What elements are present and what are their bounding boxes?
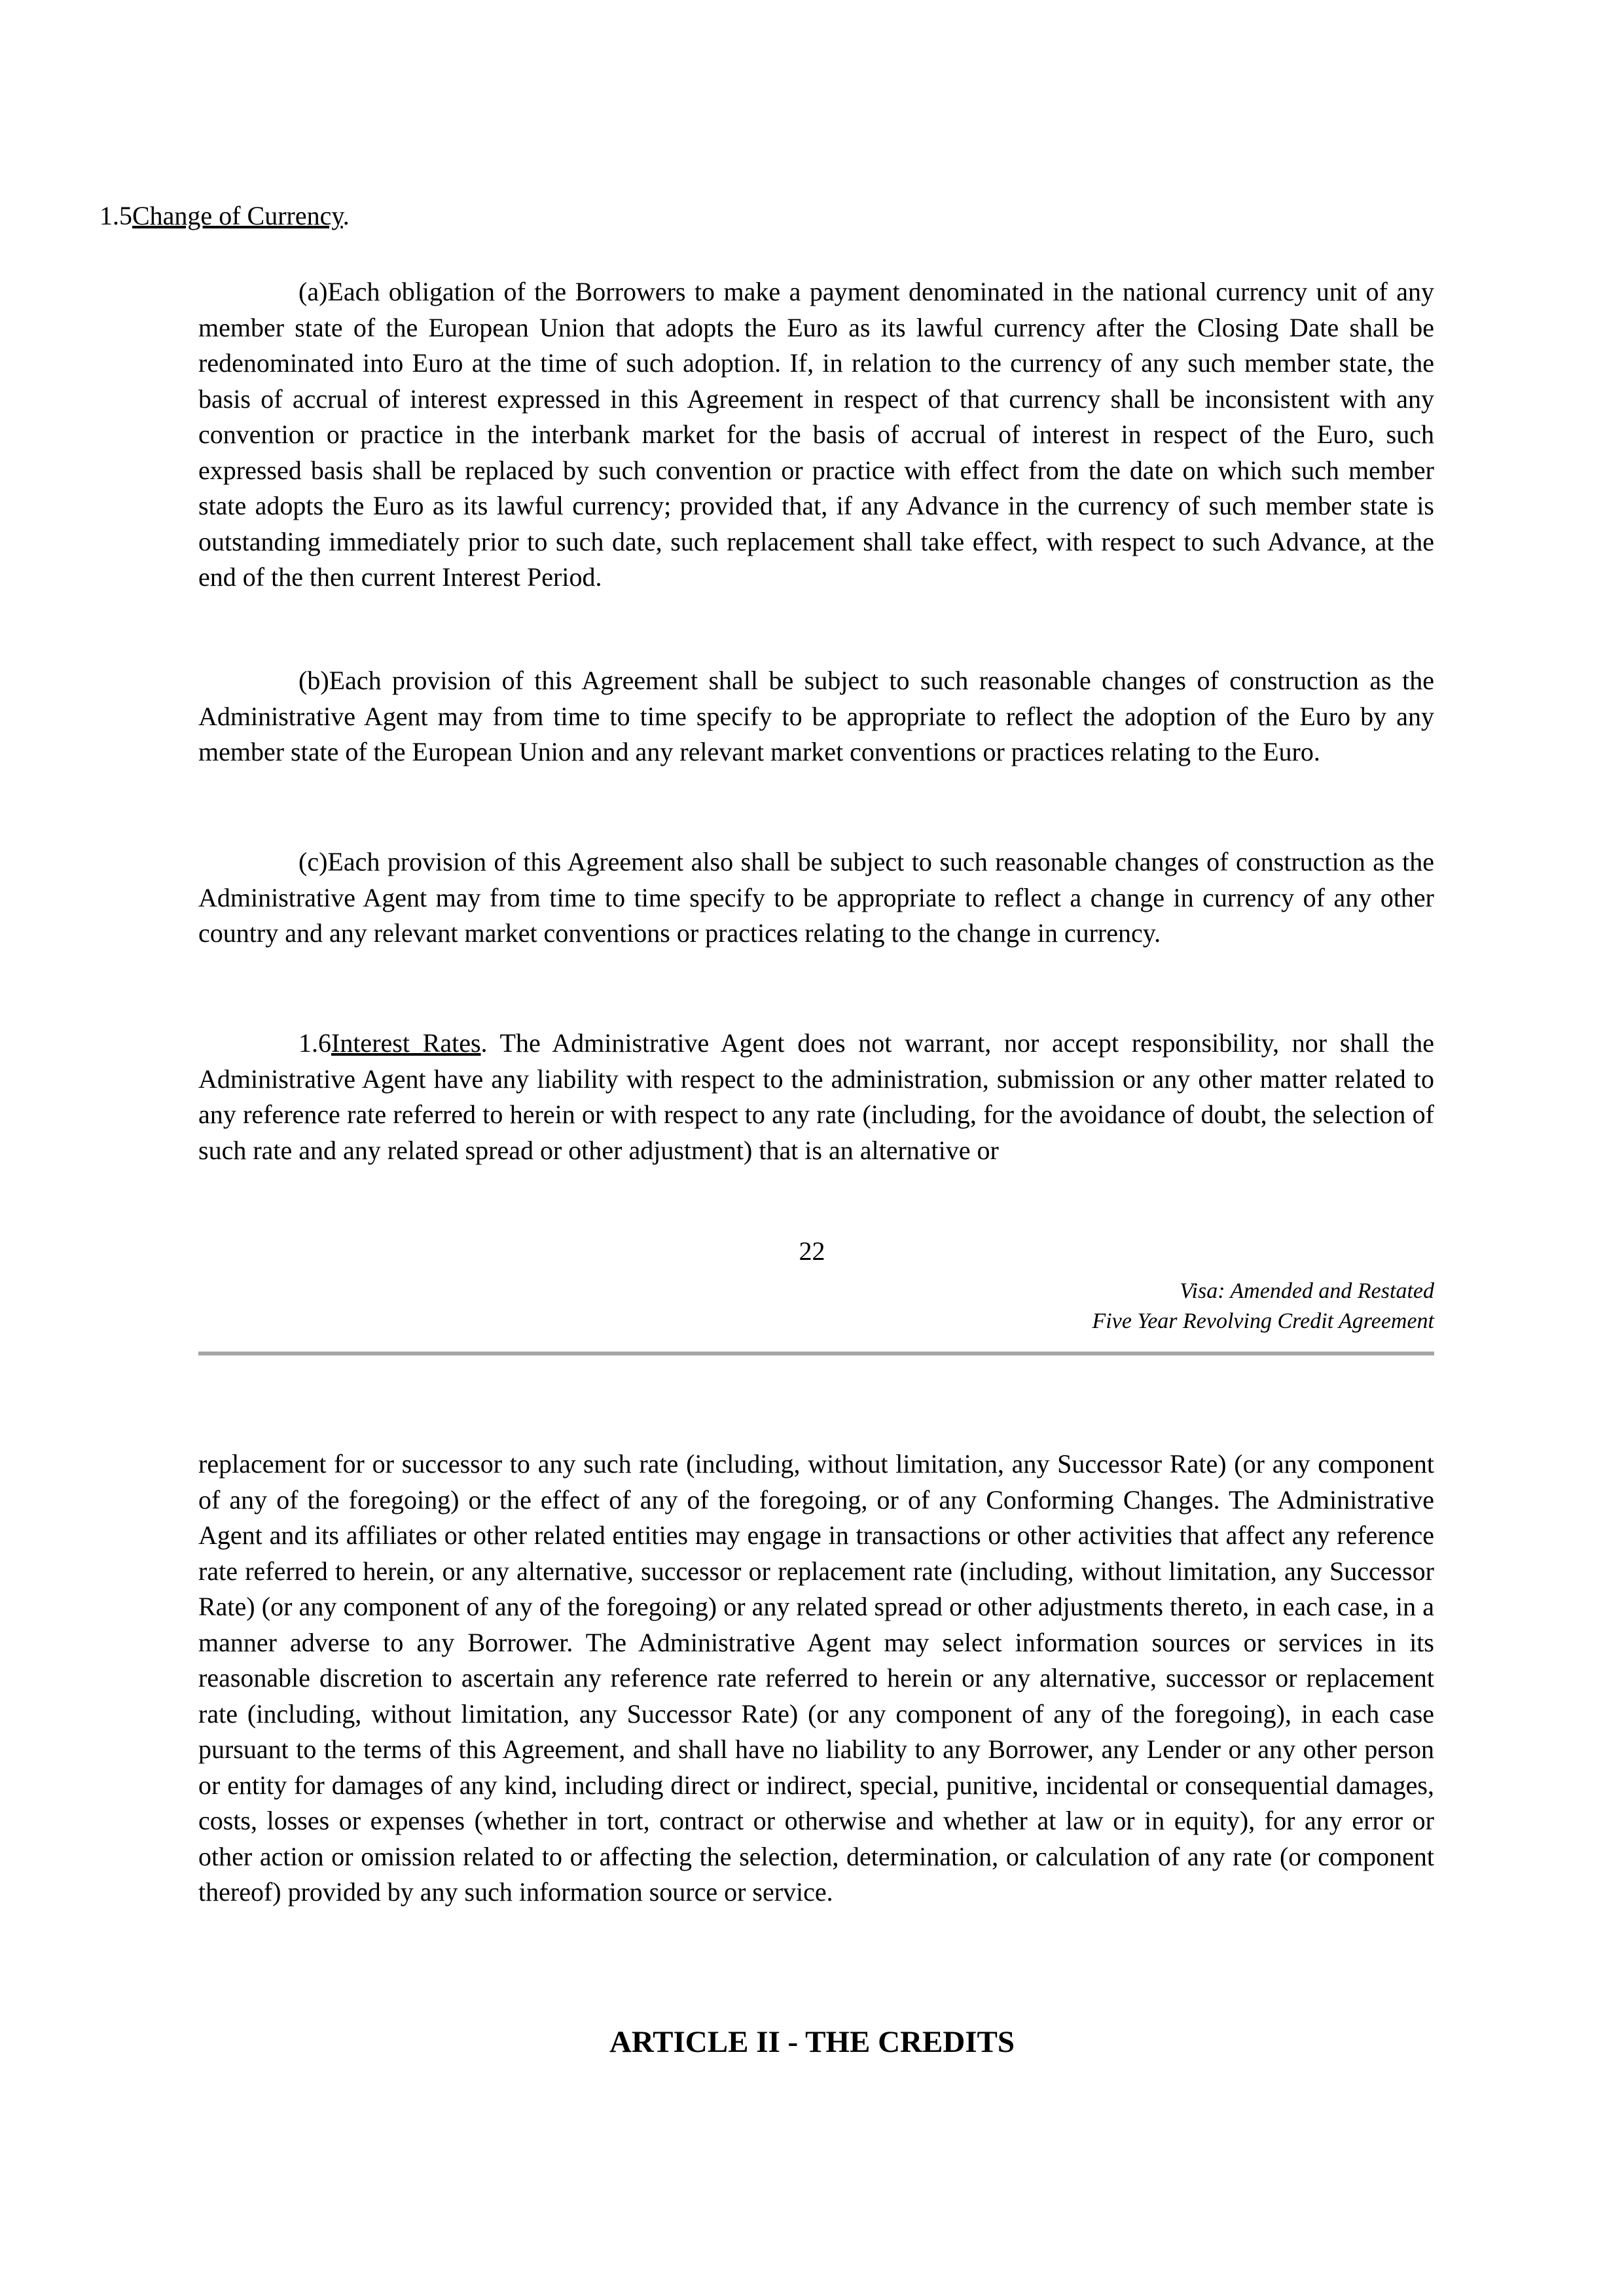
- page-break-divider: [198, 1352, 1434, 1355]
- section-title-suffix: .: [342, 201, 350, 230]
- paragraph-c: (c)Each provision of this Agreement also shall be subject to such reasonable changes of construction as the Administrative Agent may from time to time specify to be appropriate to reflect a change in currency of any other country and any relevant market conventions or practices relating to the change in currency.: [198, 847, 1434, 948]
- footer-line-1: Visa: Amended and Restated: [1180, 1279, 1434, 1303]
- footer: [1092, 1276, 1434, 1336]
- paragraph-b: (b)Each provision of this Agreement shall be subject to such reasonable changes of construction as the Administrative Agent may from time to time specify to be appropriate to reflect the adoption of the Euro by any member state of the European Union and any relevant market conventions or practices relating to the Euro.: [198, 666, 1434, 766]
- continuation-paragraph: replacement for or successor to any such rate (including, without limitation, any Successor Rate) (or any component of any of the foregoing) or the effect of any of the foregoing, or of any Conforming Changes. The Administrative Agent and its affiliates or other related entities may engage in transactions or other activities that affect any reference rate referred to herein, or any alternative, successor or replacement rate (including, without limitation, any Successor Rate) (or any component of any of the foregoing) or any related spread or other adjustments thereto, in each case, in a manner adverse to any Borrower. The Administrative Agent may select information sources or services in its reasonable discretion to ascertain any reference rate referred to herein or any alternative, successor or replacement rate (including, without limitation, any Successor Rate) (or any component of any of the foregoing), in each case pursuant to the terms of this Agreement, and shall have no liability to any Borrower, any Lender or any other person or entity for damages of any kind, including direct or indirect, special, punitive, incidental or consequential damages, costs, losses or expenses (whether in tort, contract or otherwise and whether at law or in equity), for any error or other action or omission related to or affecting the selection, determination, or calculation of any rate (or component thereof) provided by any such information source or service.: [198, 1449, 1434, 1907]
- page-number: 22: [799, 1236, 825, 1266]
- section-title: Change of Currency: [132, 201, 343, 230]
- section-heading-1-5: [99, 198, 350, 234]
- section-body: . The Administrative Agent does not warrant, nor accept responsibility, nor shall the Administrative Agent have any liability with respect to the administration, submission or any other matter related to any reference rate referred to herein or with respect to any rate (including, for the avoidance of doubt, the selection of such rate and any related spread or other adjustment) that is an alternative or: [198, 1028, 1434, 1165]
- section-number: 1.5: [99, 201, 132, 230]
- article-heading: ARTICLE II - THE CREDITS: [609, 2025, 1015, 2059]
- section-title: Interest Rates: [331, 1028, 481, 1058]
- section-number: 1.6: [298, 1028, 331, 1058]
- footer-line-2: Five Year Revolving Credit Agreement: [1092, 1309, 1434, 1333]
- paragraph-a: (a)Each obligation of the Borrowers to make a payment denominated in the national currency unit of any member state of the European Union that adopts the Euro as its lawful currency after the Closing Date shall be redenominated into Euro at the time of such adoption. If, in relation to the currency of any such member state, the basis of accrual of interest expressed in this Agreement in respect of that currency shall be inconsistent with any convention or practice in the interbank market for the basis of accrual of interest in respect of the Euro, such expressed basis shall be replaced by such convention or practice with effect from the date on which such member state adopts the Euro as its lawful currency; provided that, if any Advance in the currency of such member state is outstanding immediately prior to such date, such replacement shall take effect, with respect to such Advance, at the end of the then current Interest Period.: [198, 277, 1434, 592]
- section-1-6-paragraph: [198, 1026, 1434, 1168]
